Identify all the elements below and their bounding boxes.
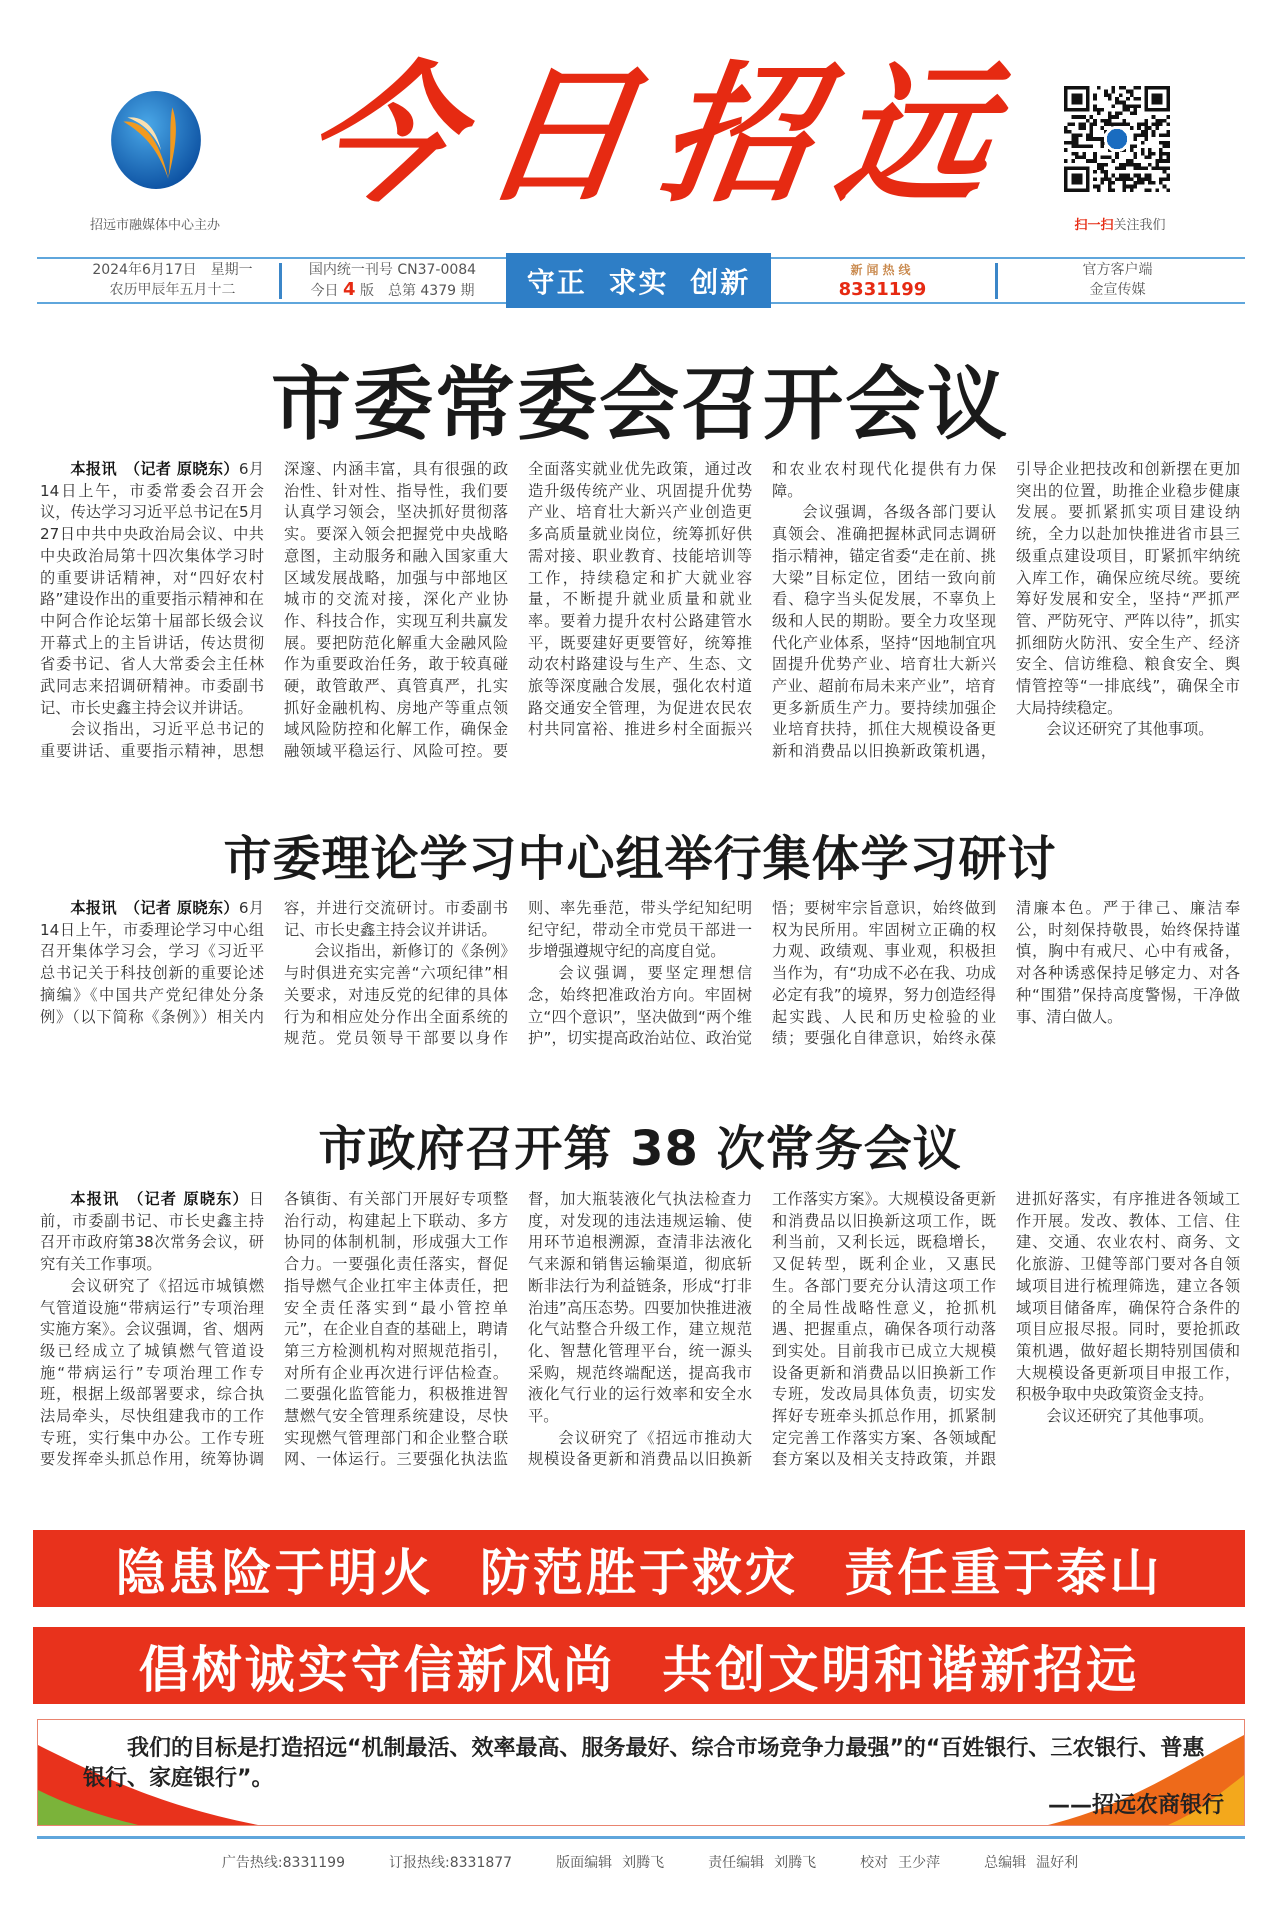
logo-caption: 招远市融媒体中心主办 bbox=[89, 218, 220, 233]
article-body bbox=[40, 459, 1240, 765]
qr-caption-text: 关注我们 bbox=[1113, 218, 1166, 233]
article-paragraph: 会议强调，要坚定理想信念，始终把准政治方向。牢固树立“四个意识”，坚决做到“两个维护”，切实提高政治站位、政治觉悟；要树牢宗旨意识，始终做到权为民所用。牢固树立正确的权力观、政绩观、事业观，积极担当作为，有“功成不必在我、功成必定有我”的境界，努力创造经得起实践、人民和历史检验的业绩；要强化自律意识，始终永葆清廉本色。严于律己、廉洁奉公，时刻保持敬畏，始终保持谨慎，胸中有戒尺、心中有戒备，对各种诱惑保持足够定力、对各种“围猎”保持高度警惕，干净做事、清白做人。 bbox=[528, 899, 1240, 1048]
article-headline: 市委常委会召开会议 bbox=[271, 358, 1009, 451]
official-client bbox=[1030, 260, 1205, 300]
article-paragraph bbox=[40, 459, 264, 719]
label: 责任编辑 bbox=[708, 1855, 765, 1871]
duty-editor bbox=[708, 1852, 816, 1872]
masthead-char: 日 bbox=[471, 46, 647, 223]
name: 温好利 bbox=[1036, 1855, 1079, 1871]
footer-credits bbox=[60, 1852, 1240, 1872]
page-count: 4 bbox=[342, 279, 356, 300]
newspaper-masthead-logo bbox=[293, 37, 1003, 232]
hotline-label: 新闻热线 bbox=[850, 263, 915, 277]
ad-hotline: 广告热线:8331199 bbox=[221, 1855, 345, 1871]
byline: 本报讯 （记者 原晓东） bbox=[70, 899, 239, 917]
issn-text: 国内统一刊号 CN37-0084 bbox=[308, 262, 477, 278]
issue-info bbox=[290, 260, 495, 301]
article-paragraph: 会议还研究了其他事项。 bbox=[1046, 1407, 1214, 1426]
masthead-char: 招 bbox=[649, 46, 825, 223]
masthead-char: 今 bbox=[294, 46, 470, 223]
civility-slogan-banner: 倡树诚实守信新风尚 共创文明和谐新招远 bbox=[33, 1627, 1245, 1704]
article-headline: 市政府召开第 38 次常务会议 bbox=[318, 1121, 962, 1177]
divider bbox=[37, 1836, 1245, 1839]
issue-number: 版 总第 4379 期 bbox=[359, 283, 475, 299]
label: 总编辑 bbox=[984, 1855, 1027, 1871]
article-paragraph: 会议强调，各级各部门要认真领会、准确把握林武同志调研指示精神，锚定省委“走在前、挑大梁”目标定位，团结一致向前看、稳字当头促发展，不辜负上级和人民的期盼。要全力攻坚现代化产业体系，坚持“因地制宜巩固提升优势产业、培育壮大新兴产业、超前布局未来产业”，培育更多新质生产力。要持续加强企业培育扶持，抓住大规模设备更新和消费品以旧换新政策机遇，引导企业把技改和创新摆在更加突出的位置，助推企业稳步健康发展。要抓紧抓实项目建设纳统，全力以赴加快推进省市县三级重点建设项目，盯紧抓牢纳统入库工作，确保应统尽统。要统筹好发展和安全，坚持“严抓严管、严防死守、严阵以待”，抓实抓细防火防汛、安全生产、经济安全、信访维稳、粮食安全、舆情管控等“一排底线”，确保全市大局持续稳定。 bbox=[772, 460, 1240, 761]
label: 校对 bbox=[860, 1855, 889, 1871]
article-body bbox=[40, 898, 1240, 1054]
article-paragraph: 会议还研究了其他事项。 bbox=[1046, 720, 1214, 739]
ad-text: 我们的目标是打造招远“机制最活、效率最高、服务最好、综合市场竞争力最强”的“百姓银行、三农银行、普惠银行、家庭银行”。 bbox=[83, 1736, 1205, 1791]
issue-date bbox=[70, 260, 275, 300]
slogan-box: 守正 求实 创新 bbox=[506, 253, 771, 308]
article-paragraph: 会议研究了《招远市推动大规模设备更新和消费品以旧换新工作落实方案》。大规模设备更新和消费品以旧换新这项工作，既利当前，又利长远，既稳增长，又促转型，既利企业，又惠民生。各部门要充分认清这项工作的全局性战略性意义，抢抓机遇、把握重点，确保各项行动落到实处。目前我市已成立大规模设备更新和消费品以旧换新工作专班，发改局具体负责，切实发挥好专班牵头抓总作用，抓紧制定完善工作落实方案、各领域配套方案以及相关支持政策，并跟进抓好落实，有序推进各领域工作开展。发改、教体、工信、住建、交通、农业农村、商务、文化旅游、卫健等部门要对各自领域项目进行梳理筛选，建立各领域项目储备库，确保符合条件的项目应报尽报。同时，要抢抓政策机遇，做好超长期特别国债和大规模设备更新项目申报工作，积极争取中央政策资金支持。 bbox=[528, 1190, 1240, 1469]
paragraph-text: 6月14日上午，市委常委会召开会议，传达学习习近平总书记在5月27日中共中央政治局会议、中共中央政治局第十四次集体学习时的重要讲话精神，对“四好农村路”建设作出的重要指示精神和在中阿合作论坛第十届部长级会议开幕式上的主旨讲话，传达贯彻省委书记、省人大常委会主任林武同志来招调研精神。市委副书记、市长史鑫主持会议并讲话。 bbox=[40, 460, 265, 717]
safety-slogan-banner: 隐患险于明火 防范胜于救灾 责任重于泰山 bbox=[33, 1530, 1245, 1607]
qr-caption-highlight: 扫一扫 bbox=[1074, 218, 1114, 233]
article-paragraph bbox=[40, 1189, 264, 1276]
byline: 本报讯 （记者 原晓东） bbox=[70, 460, 239, 478]
name: 刘腾飞 bbox=[774, 1855, 817, 1871]
client-name: 金宣传媒 bbox=[1089, 282, 1146, 298]
media-center-logo bbox=[105, 89, 207, 191]
name: 刘腾飞 bbox=[622, 1855, 665, 1871]
paragraph-text: 日前，市委副书记、市长史鑫主持召开市政府第38次常务会议，研究有关工作事项。 bbox=[40, 1190, 264, 1274]
client-label: 官方客户端 bbox=[1082, 262, 1153, 278]
layout-editor bbox=[556, 1852, 664, 1872]
article-paragraph: 会议指出，习近平总书记的重要讲话、重要指示精神，思想深邃、内涵丰富，具有很强的政治性、针对性、指导性，我们要认真学习领会，坚决抓好贯彻落实。要深入领会把握党中央战略意图，主动服务和融入国家重大区域发展战略，加强与中部地区城市的交流对接，深化产业协作、科技合作，实现互利共赢发展。要把防范化解重大金融风险作为重要政治任务，敢于较真碰硬，敢管敢严、真管真严，扎实抓好金融机构、房地产等重点领域风险防控和化解工作，确保金融领域平稳运行、风险可控。要全面落实就业优先政策，通过改造升级传统产业、巩固提升优势产业、培育壮大新兴产业创造更多高质量就业岗位，统筹抓好供需对接、职业教育、技能培训等工作，持续稳定和扩大就业容量，不断提升就业质量和就业率。要着力提升农村公路建管水平，既要建好更要管好，统筹推动农村路建设与生产、生态、文旅等深度融合发展，强化农村道路交通安全管理，为促进农民农村共同富裕、推进乡村全面振兴和农业农村现代化提供有力保障。 bbox=[40, 460, 996, 761]
article-headline: 市委理论学习中心组举行集体学习研讨 bbox=[223, 831, 1057, 887]
news-hotline bbox=[800, 260, 965, 300]
article-body bbox=[40, 1189, 1240, 1484]
lunar-date-text: 农历甲辰年五月十二 bbox=[109, 282, 236, 298]
paragraph-text: 6月14日上午，市委理论学习中心组召开集体学习会，学习《习近平总书记关于科技创新的重要论述摘编》《中国共产党纪律处分条例》（以下简称《条例》）相关内容，并进行交流研讨。市委副书记、市长史鑫主持会议并讲话。 bbox=[40, 899, 508, 1026]
byline: 本报讯 （记者 原晓东） bbox=[70, 1190, 249, 1208]
qr-code-icon[interactable] bbox=[1064, 86, 1170, 192]
bank-advertisement bbox=[37, 1719, 1245, 1826]
divider bbox=[995, 263, 998, 299]
article-paragraph: 会议研究了《招远市城镇燃气管道设施“带病运行”专项治理实施方案》。会议强调，省、烟两级已经成立了城镇燃气管道设施“带病运行”专项治理工作专班，根据上级部署要求，综合执法局牵头，尽快组建我市的工作专班，实行集中办公。工作专班要发挥牵头抓总作用，统筹协调各镇街、有关部门开展好专项整治行动，构建起上下联动、多方协同的体制机制，形成强大工作合力。一要强化责任落实，督促指导燃气企业扛牢主体责任，把安全责任落实到“最小管控单元”，在企业自查的基础上，聘请第三方检测机构对照规范指引，对所有企业再次进行评估检查。二要强化监管能力，积极推进智慧燃气安全管理系统建设，尽快实现燃气管理部门和企业整合联网、一体运行。三要强化执法监督，加大瓶装液化气执法检查力度，对发现的违法违规运输、使用环节追根溯源，查清非法液化气来源和销售运输渠道，彻底斩断非法行为利益链条，形成“打非治违”高压态势。四要加快推进液化气站整合升级工作，建立规范化、智慧化管理平台，统一源头采购，规范终端配送，提高我市液化气行业的运行效率和安全水平。 bbox=[40, 1190, 752, 1469]
label: 版面编辑 bbox=[556, 1855, 613, 1871]
date-text: 2024年6月17日 星期一 bbox=[92, 262, 253, 278]
ad-signature: ——招远农商银行 bbox=[1047, 1793, 1224, 1818]
hotline-number: 8331199 bbox=[838, 279, 927, 300]
divider bbox=[279, 263, 282, 299]
name: 王少萍 bbox=[898, 1855, 941, 1871]
subscribe-hotline: 订报热线:8331877 bbox=[389, 1855, 513, 1871]
proofreader bbox=[860, 1852, 940, 1872]
qr-caption bbox=[1040, 214, 1200, 233]
article-paragraph: 会议指出，新修订的《条例》与时俱进充实完善“六项纪律”相关要求，对违反党的纪律的具体行为和相应处分作出全面系统的规范。党员领导干部要以身作则、率先垂范，带头学纪知纪明纪守纪，带动全市党员干部进一步增强遵规守纪的高度自觉。 bbox=[284, 899, 752, 1048]
chief-editor bbox=[984, 1852, 1078, 1872]
masthead-char: 远 bbox=[826, 46, 1002, 223]
pages-prefix: 今日 bbox=[310, 283, 339, 299]
